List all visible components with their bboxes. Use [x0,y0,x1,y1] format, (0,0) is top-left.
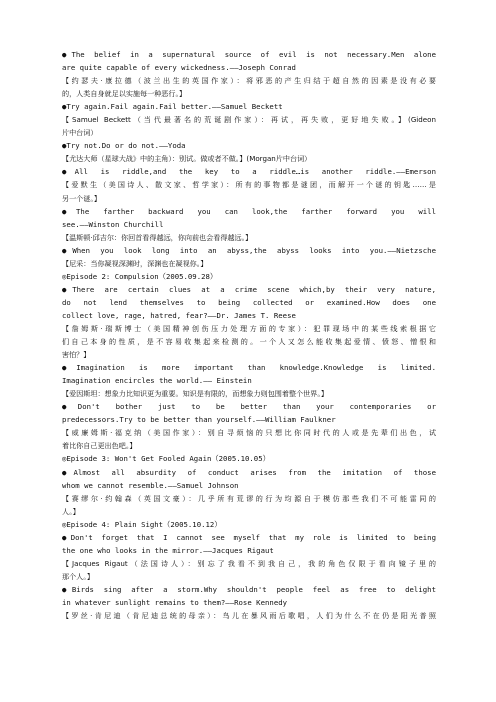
quote-text-body [62,48,436,622]
quote-line: do not lend themselves to being collected or examined.How does one [62,297,436,307]
quote-line: ●Try not.Do or do not.——Yoda [62,141,186,151]
quote-line: ●Don't forget that I cannot see myself that my role is limited to being [62,532,436,542]
chinese-translation-line: 害怕？】 [62,350,91,360]
quote-line: ●Don't bother just to be better than your contemporaries or [62,402,436,412]
chinese-translation-line: 【爱因斯坦：想象力比知识更为重要。知识是有限的，而想象力则包围着整个世界。】 [62,389,329,399]
chinese-translation-line: 【威廉姆斯·福克纳（美国作家）：别自寻烦恼的只想比你同时代的人或是先辈们出色，试 [62,428,436,438]
quote-line: ●The belief in a supernatural source of evil is not necessary.Men alone [62,50,436,59]
quote-line: the one who looks in the mirror.——Jacques Rigaut [62,545,274,555]
quote-line: collect love, rage, hatred, fear?——Dr. James T. Reese [62,310,296,320]
quote-line: whom we cannot resemble.——Samuel Johnson [62,480,239,490]
chinese-translation-line: 【温斯顿·邱吉尔：你回首看得越远，你向前也会看得越远。】 [62,232,253,242]
episode-heading: ◎Episode 4: Plain Sight（2005.10.12） [62,519,222,529]
quote-line: are quite capable of every wickedness.——Joseph Conrad [62,63,296,73]
quote-line: ●Almost all absurdity of conduct arises from the imitation of those [62,467,436,477]
quote-line: Imagination encircles the world.—— Einstein [62,376,252,386]
chinese-translation-line: 【约瑟夫·康拉德（波兰出生的英国作家）：将邪恶的产生归结于超自然的因素是没有必要 [62,76,436,86]
quote-line: see.——Winston Churchill [62,219,164,229]
chinese-translation-line: 的，人类自身就足以实施每一种恶行。】 [62,89,187,99]
quote-line: ●All is riddle,and the key to a riddle…is another riddle.——Emerson [62,167,436,177]
chinese-translation-line: 片中台词） [62,128,98,138]
chinese-translation-line: 【罗丝·肯尼迪（肯尼迪总统的母亲）：鸟儿在暴风雨后歌唱，人们为什么不在仍是阳光普照 [62,611,436,621]
quote-line: ●Try again.Fail again.Fail better.——Samuel Beckett [62,102,283,112]
chinese-translation-line: 【爱默生（美国诗人、散文家、哲学家）：所有的事物都是谜团，而解开一个谜的钥匙……是 [62,180,436,190]
chinese-translation-line: 【尼采：当你凝视深渊时，深渊也在凝视你。】 [62,258,208,268]
episode-heading: ◎Episode 3: Won't Get Fooled Again（2005.10.05） [62,454,270,464]
chinese-translation-line: 【尤达大师（星球大战》中的主角）：别试。做或者不做。】(Morgan片中台词） [62,154,312,164]
quote-line: ●The farther backward you can look,the farther forward you will [62,206,436,216]
chinese-translation-line: 【詹姆斯·瑞斯博士（美国精神创伤压力处理方面的专家）：犯罪现场中的某些线索根据它 [62,323,436,333]
chinese-translation-line: 【Jacques Rigaut（法国诗人）：别忘了我看不到我自己，我的角色仅限于看向镜子里的 [62,558,436,568]
quote-line: predecessors.Try to be better than yourself.——William Faulkner [62,415,336,425]
chinese-translation-line: 们自己本身的性质，是不容易收集起来检测的。一个人又怎么能收集起爱情、愤怒、憎恨和 [62,337,436,347]
chinese-translation-line: 那个人。】 [62,571,94,581]
quote-line: ●Imagination is more important than knowledge.Knowledge is limited. [62,363,436,373]
quote-line: ●There are certain clues at a crime scene which,by their very nature, [62,284,436,294]
chinese-translation-line: 【赛缪尔·约翰森（英国文豪）：几乎所有荒谬的行为均源自于模仿那些我们不可能雷同的 [62,493,436,503]
chinese-translation-line: 另一个谜。】 [62,193,102,203]
quote-line: in whatever sunlight remains to them?——Rose Kennedy [62,597,288,607]
chinese-translation-line: 【Samuel Beckett（当代最著名的荒诞剧作家）：再试，再失败，更好地失败。】(Gideon [62,115,436,125]
quote-line: ●Birds sing after a storm.Why shouldn't people feel as free to delight [62,584,436,594]
chinese-translation-line: 着比你自己更出色吧。】 [62,441,137,451]
episode-heading: ◎Episode 2: Compulsion（2005.09.28） [62,271,218,281]
quote-line: ●When you look long into an abyss,the abyss looks into you.——Nietzsche [62,245,436,255]
chinese-translation-line: 人。】 [62,506,80,516]
